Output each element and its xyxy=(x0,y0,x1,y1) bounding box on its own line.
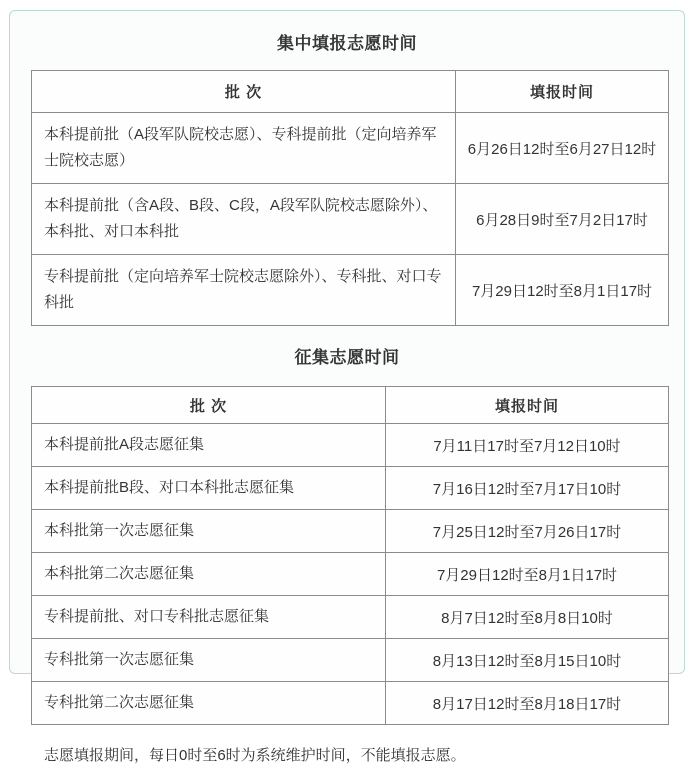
table-row xyxy=(32,184,669,255)
time-column-header: 填报时间 xyxy=(386,387,669,424)
centralized-schedule-title: 集中填报志愿时间 xyxy=(277,34,417,53)
time-cell: 7月25日12时至7月26日17时 xyxy=(386,510,669,553)
batch-cell: 本科批第二次志愿征集 xyxy=(32,553,386,596)
time-cell: 7月16日12时至7月17日10时 xyxy=(386,467,669,510)
batch-cell: 专科批第一次志愿征集 xyxy=(32,639,386,682)
table-row xyxy=(32,467,669,510)
batch-column-header: 批 次 xyxy=(32,387,386,424)
time-column-header: 填报时间 xyxy=(456,71,669,113)
batch-cell: 本科提前批A段志愿征集 xyxy=(32,424,386,467)
table-row xyxy=(32,113,669,184)
batch-cell: 专科提前批、对口专科批志愿征集 xyxy=(32,596,386,639)
table-row xyxy=(32,596,669,639)
time-cell: 6月28日9时至7月2日17时 xyxy=(456,184,669,255)
table-row xyxy=(32,255,669,326)
table-row xyxy=(32,553,669,596)
time-cell: 7月29日12时至8月1日17时 xyxy=(456,255,669,326)
header-row xyxy=(32,387,669,424)
time-cell: 7月29日12时至8月1日17时 xyxy=(386,553,669,596)
time-cell: 8月17日12时至8月18日17时 xyxy=(386,682,669,725)
collection-schedule-title: 征集志愿时间 xyxy=(294,348,400,367)
time-cell: 8月7日12时至8月8日10时 xyxy=(386,596,669,639)
batch-cell: 本科提前批B段、对口本科批志愿征集 xyxy=(32,467,386,510)
batch-cell: 专科批第二次志愿征集 xyxy=(32,682,386,725)
time-cell: 6月26日12时至6月27日12时 xyxy=(456,113,669,184)
batch-cell: 专科提前批（定向培养军士院校志愿除外）、专科批、对口专科批 xyxy=(32,255,456,326)
batch-cell: 本科批第一次志愿征集 xyxy=(32,510,386,553)
schedule-notice-card xyxy=(9,10,685,764)
table-row xyxy=(32,639,669,682)
time-cell: 8月13日12时至8月15日10时 xyxy=(386,639,669,682)
centralized-schedule-table xyxy=(31,70,669,326)
maintenance-note: 志愿填报期间，每日0时至6时为系统维护时间，不能填报志愿。 xyxy=(44,747,466,764)
batch-cell: 本科提前批（A段军队院校志愿）、专科提前批（定向培养军士院校志愿） xyxy=(32,113,456,184)
table-row xyxy=(32,682,669,725)
header-row xyxy=(32,71,669,113)
time-cell: 7月11日17时至7月12日10时 xyxy=(386,424,669,467)
table-row xyxy=(32,510,669,553)
batch-column-header: 批 次 xyxy=(32,71,456,113)
table-row xyxy=(32,424,669,467)
collection-schedule-table xyxy=(31,386,669,725)
batch-cell: 本科提前批（含A段、B段、C段，A段军队院校志愿除外）、本科批、对口本科批 xyxy=(32,184,456,255)
